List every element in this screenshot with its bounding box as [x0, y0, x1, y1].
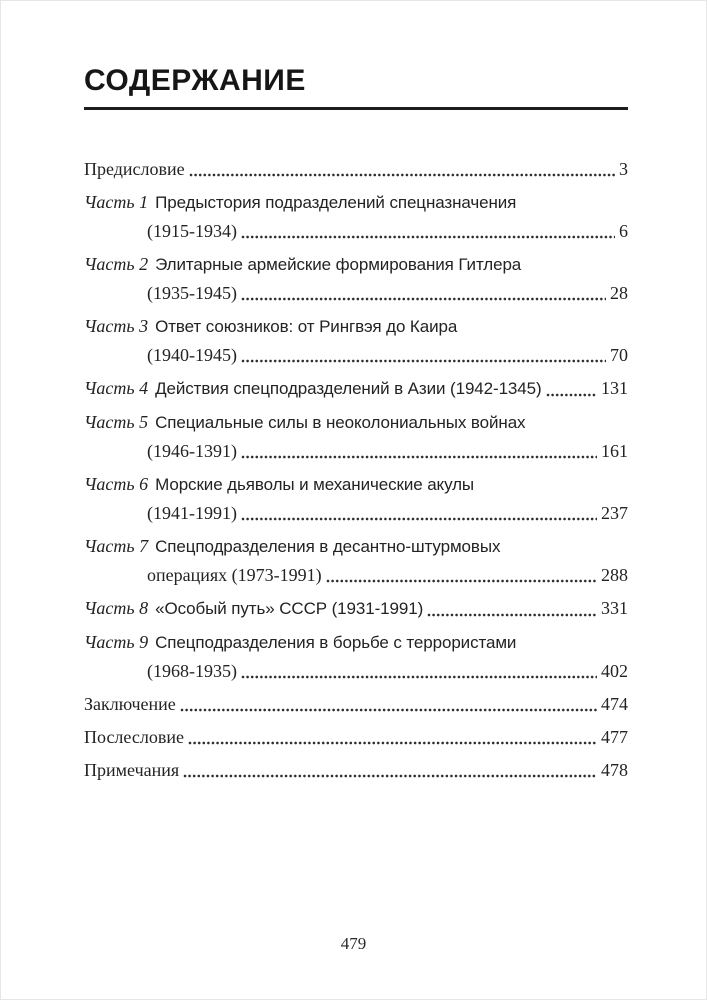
- entry-title: Заключение: [84, 694, 176, 714]
- entry-page-number: 131: [601, 378, 628, 398]
- part-label: Часть 9: [84, 632, 149, 652]
- toc-entry: [84, 594, 628, 623]
- entry-title: Действия спецподразделений в Азии (1942-1345): [155, 379, 542, 398]
- toc-entry-continuation-line: [84, 657, 628, 685]
- toc-entry: [84, 408, 628, 465]
- part-label: Часть 8: [84, 598, 149, 618]
- entry-title: Спецподразделения в десантно-штурмовых: [155, 537, 501, 556]
- toc-entry: [84, 532, 628, 589]
- dot-leader: [241, 675, 597, 679]
- toc-entry: [84, 188, 628, 245]
- entry-title: Ответ союзников: от Рингвэя до Каира: [155, 317, 458, 336]
- toc-entry-continuation-line: [84, 279, 628, 307]
- part-label: Часть 6: [84, 474, 149, 494]
- part-label: Часть 1: [84, 192, 149, 212]
- dot-leader: [241, 455, 597, 459]
- entry-page-number: 237: [601, 503, 628, 523]
- toc-entry-line: [84, 628, 628, 657]
- entry-title: Спецподразделения в борьбе с террористами: [155, 633, 517, 652]
- entry-page-number: 6: [619, 221, 628, 241]
- dot-leader: [241, 297, 606, 301]
- entry-line2: (1935-1945): [147, 283, 237, 303]
- toc-entry: [84, 756, 628, 784]
- entry-title: Морские дьяволы и механические акулы: [155, 475, 475, 494]
- entry-title: «Особый путь» СССР (1931-1991): [155, 599, 424, 618]
- dot-leader: [189, 173, 615, 177]
- dot-leader: [180, 708, 597, 712]
- dot-leader: [241, 235, 615, 239]
- entry-page-number: 474: [601, 694, 628, 714]
- toc-entry-line: [84, 690, 628, 718]
- dot-leader: [326, 579, 597, 583]
- entry-page-number: 478: [601, 760, 628, 780]
- entry-line2: (1940-1945): [147, 345, 237, 365]
- toc-entry-line: [84, 723, 628, 751]
- toc-entry-line: [84, 155, 628, 183]
- part-label: Часть 7: [84, 536, 149, 556]
- toc-entry: [84, 723, 628, 751]
- toc-entry-line: [84, 594, 628, 623]
- toc-entry: [84, 690, 628, 718]
- entry-title: Послесловие: [84, 727, 184, 747]
- entry-line2: (1941-1991): [147, 503, 237, 523]
- table-of-contents-page: [84, 64, 628, 789]
- toc-entry-line: [84, 408, 628, 437]
- entry-line2: операциях (1973-1991): [147, 565, 322, 585]
- entry-page-number: 161: [601, 441, 628, 461]
- toc-entry: [84, 470, 628, 527]
- page-title: СОДЕРЖАНИЕ: [84, 64, 306, 97]
- toc-entry: [84, 250, 628, 307]
- entry-page-number: 331: [601, 598, 628, 618]
- entry-page-number: 3: [619, 159, 628, 179]
- dot-leader: [183, 774, 597, 778]
- toc-entry-continuation-line: [84, 561, 628, 589]
- toc-entry-line: [84, 312, 628, 341]
- entry-page-number: 28: [610, 283, 628, 303]
- toc-entry: [84, 312, 628, 369]
- toc-entry: [84, 155, 628, 183]
- footer-page-number: 479: [340, 934, 367, 953]
- dot-leader: [241, 517, 597, 521]
- toc-entry-line: [84, 250, 628, 279]
- dot-leader: [427, 613, 597, 617]
- toc-entry-line: [84, 374, 628, 403]
- entry-title: Специальные силы в неоколониальных войнах: [155, 413, 526, 432]
- part-label: Часть 4: [84, 378, 149, 398]
- toc-entry-continuation-line: [84, 217, 628, 245]
- toc-entry-line: [84, 470, 628, 499]
- entry-page-number: 402: [601, 661, 628, 681]
- entry-page-number: 70: [610, 345, 628, 365]
- toc-entry: [84, 374, 628, 403]
- toc-entry-continuation-line: [84, 499, 628, 527]
- dot-leader: [546, 393, 597, 397]
- part-label: Часть 2: [84, 254, 149, 274]
- entry-title: Элитарные армейские формирования Гитлера: [155, 255, 522, 274]
- toc-entry-line: [84, 188, 628, 217]
- toc-entry-line: [84, 532, 628, 561]
- entry-page-number: 288: [601, 565, 628, 585]
- entry-title: Предисловие: [84, 159, 185, 179]
- toc-entry-line: [84, 756, 628, 784]
- entry-line2: (1968-1935): [147, 661, 237, 681]
- part-label: Часть 3: [84, 316, 149, 336]
- title-rule: [84, 107, 628, 110]
- toc-list: [84, 155, 628, 784]
- entry-line2: (1915-1934): [147, 221, 237, 241]
- part-label: Часть 5: [84, 412, 149, 432]
- toc-entry-continuation-line: [84, 437, 628, 465]
- toc-entry-continuation-line: [84, 341, 628, 369]
- entry-title: Предыстория подразделений спецназначения: [155, 193, 517, 212]
- entry-page-number: 477: [601, 727, 628, 747]
- toc-entry: [84, 628, 628, 685]
- dot-leader: [241, 359, 606, 363]
- dot-leader: [188, 741, 597, 745]
- entry-title: Примечания: [84, 760, 180, 780]
- entry-line2: (1946-1391): [147, 441, 237, 461]
